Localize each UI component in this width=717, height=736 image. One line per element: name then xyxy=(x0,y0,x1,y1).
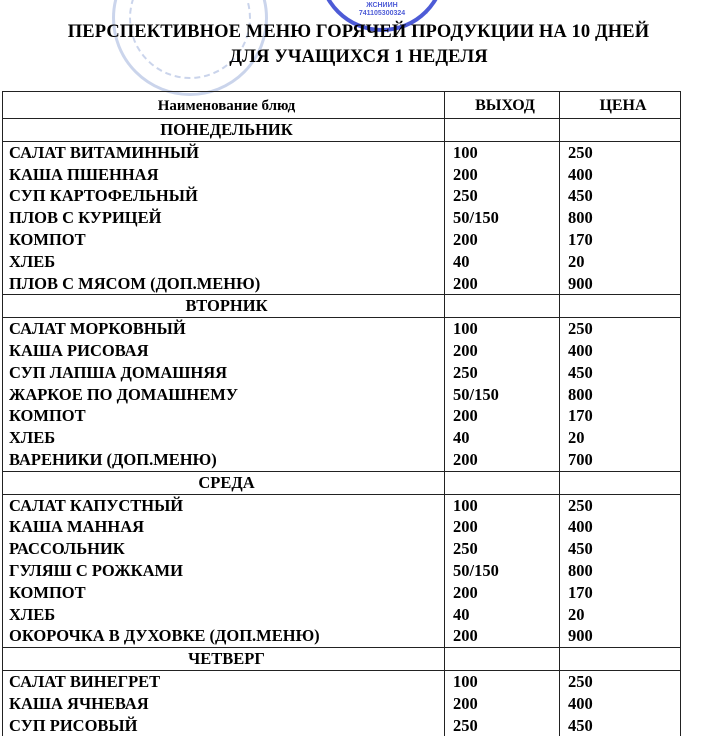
output-cell: 40 xyxy=(445,427,560,449)
header-price: ЦЕНА xyxy=(560,92,681,119)
table-row xyxy=(3,670,681,692)
day-name: ЧЕТВЕРГ xyxy=(3,648,445,671)
day-empty-cell xyxy=(560,119,681,142)
table-row xyxy=(3,384,681,406)
dish-name-cell: СУП РИСОВЫЙ xyxy=(3,715,445,736)
dish-name-cell: КОМПОТ xyxy=(3,229,445,251)
table-row xyxy=(3,538,681,560)
output-cell: 200 xyxy=(445,449,560,471)
header-output: ВЫХОД xyxy=(445,92,560,119)
output-cell: 200 xyxy=(445,164,560,186)
dish-name-cell: РАССОЛЬНИК xyxy=(3,538,445,560)
dish-name-cell: САЛАТ ВИТАМИННЫЙ xyxy=(3,141,445,163)
document-title-line-2: ДЛЯ УЧАЩИХСЯ 1 НЕДЕЛЯ xyxy=(0,47,717,68)
price-cell: 400 xyxy=(560,693,681,715)
dish-name-cell: КОМПОТ xyxy=(3,405,445,427)
day-empty-cell xyxy=(560,471,681,494)
dish-name-cell: КАША ПШЕННАЯ xyxy=(3,164,445,186)
output-cell: 100 xyxy=(445,318,560,340)
table-row xyxy=(3,494,681,516)
dish-name-cell: ОКОРОЧКА В ДУХОВКЕ (ДОП.МЕНЮ) xyxy=(3,625,445,647)
price-cell: 170 xyxy=(560,582,681,604)
price-cell: 800 xyxy=(560,207,681,229)
output-cell: 100 xyxy=(445,494,560,516)
table-row xyxy=(3,405,681,427)
day-empty-cell xyxy=(445,648,560,671)
day-name: СРЕДА xyxy=(3,471,445,494)
table-row xyxy=(3,362,681,384)
table-row xyxy=(3,625,681,647)
day-empty-cell xyxy=(560,648,681,671)
price-cell: 450 xyxy=(560,185,681,207)
day-empty-cell xyxy=(445,471,560,494)
dish-name-cell: КАША МАННАЯ xyxy=(3,516,445,538)
dish-name-cell: ЖАРКОЕ ПО ДОМАШНЕМУ xyxy=(3,384,445,406)
price-cell: 700 xyxy=(560,449,681,471)
table-row xyxy=(3,229,681,251)
day-empty-cell xyxy=(560,295,681,318)
table-row xyxy=(3,693,681,715)
table-row xyxy=(3,427,681,449)
day-name: ВТОРНИК xyxy=(3,295,445,318)
table-row xyxy=(3,318,681,340)
day-empty-cell xyxy=(445,119,560,142)
output-cell: 250 xyxy=(445,362,560,384)
document-title-line-1: ПЕРСПЕКТИВНОЕ МЕНЮ ГОРЯЧЕЙ ПРОДУКЦИИ НА 10 ДНЕЙ xyxy=(0,22,717,43)
seal-text-1: ЖСНИИН xyxy=(322,2,442,10)
dish-name-cell: КАША ЯЧНЕВАЯ xyxy=(3,693,445,715)
price-cell: 900 xyxy=(560,625,681,647)
day-header-row xyxy=(3,648,681,671)
table-row xyxy=(3,164,681,186)
dish-name-cell: САЛАТ КАПУСТНЫЙ xyxy=(3,494,445,516)
output-cell: 250 xyxy=(445,538,560,560)
menu-table-body xyxy=(3,119,681,736)
dish-name-cell: ХЛЕБ xyxy=(3,251,445,273)
output-cell: 200 xyxy=(445,229,560,251)
output-cell: 250 xyxy=(445,715,560,736)
table-row xyxy=(3,715,681,736)
price-cell: 170 xyxy=(560,229,681,251)
table-row xyxy=(3,273,681,295)
output-cell: 50/150 xyxy=(445,384,560,406)
day-header-row xyxy=(3,119,681,142)
price-cell: 250 xyxy=(560,494,681,516)
output-cell: 40 xyxy=(445,604,560,626)
price-cell: 800 xyxy=(560,560,681,582)
output-cell: 200 xyxy=(445,516,560,538)
day-header-row xyxy=(3,471,681,494)
price-cell: 20 xyxy=(560,427,681,449)
dish-name-cell: САЛАТ МОРКОВНЫЙ xyxy=(3,318,445,340)
dish-name-cell: ВАРЕНИКИ (ДОП.МЕНЮ) xyxy=(3,449,445,471)
price-cell: 20 xyxy=(560,251,681,273)
price-cell: 400 xyxy=(560,516,681,538)
day-name: ПОНЕДЕЛЬНИК xyxy=(3,119,445,142)
output-cell: 200 xyxy=(445,582,560,604)
output-cell: 40 xyxy=(445,251,560,273)
table-row xyxy=(3,604,681,626)
table-row xyxy=(3,449,681,471)
table-header-row xyxy=(3,92,681,119)
price-cell: 400 xyxy=(560,340,681,362)
price-cell: 250 xyxy=(560,318,681,340)
output-cell: 50/150 xyxy=(445,560,560,582)
output-cell: 200 xyxy=(445,625,560,647)
table-row xyxy=(3,141,681,163)
output-cell: 50/150 xyxy=(445,207,560,229)
table-row xyxy=(3,185,681,207)
price-cell: 450 xyxy=(560,538,681,560)
dish-name-cell: ХЛЕБ xyxy=(3,427,445,449)
dish-name-cell: СУП КАРТОФЕЛЬНЫЙ xyxy=(3,185,445,207)
dish-name-cell: ХЛЕБ xyxy=(3,604,445,626)
dish-name-cell: ПЛОВ С КУРИЦЕЙ xyxy=(3,207,445,229)
price-cell: 170 xyxy=(560,405,681,427)
dish-name-cell: САЛАТ ВИНЕГРЕТ xyxy=(3,670,445,692)
price-cell: 250 xyxy=(560,670,681,692)
output-cell: 200 xyxy=(445,340,560,362)
output-cell: 250 xyxy=(445,185,560,207)
price-cell: 800 xyxy=(560,384,681,406)
price-cell: 250 xyxy=(560,141,681,163)
price-cell: 450 xyxy=(560,715,681,736)
dish-name-cell: СУП ЛАПША ДОМАШНЯЯ xyxy=(3,362,445,384)
table-row xyxy=(3,582,681,604)
table-row xyxy=(3,251,681,273)
output-cell: 100 xyxy=(445,141,560,163)
day-header-row xyxy=(3,295,681,318)
price-cell: 20 xyxy=(560,604,681,626)
price-cell: 900 xyxy=(560,273,681,295)
table-row xyxy=(3,560,681,582)
dish-name-cell: КАША РИСОВАЯ xyxy=(3,340,445,362)
day-empty-cell xyxy=(445,295,560,318)
dish-name-cell: ГУЛЯШ С РОЖКАМИ xyxy=(3,560,445,582)
dish-name-cell: ПЛОВ С МЯСОМ (ДОП.МЕНЮ) xyxy=(3,273,445,295)
header-dish-name: Наименование блюд xyxy=(3,92,445,119)
seal-text-2: 741105300324 xyxy=(322,10,442,18)
output-cell: 100 xyxy=(445,670,560,692)
output-cell: 200 xyxy=(445,405,560,427)
table-row xyxy=(3,516,681,538)
output-cell: 200 xyxy=(445,693,560,715)
dish-name-cell: КОМПОТ xyxy=(3,582,445,604)
menu-table xyxy=(2,91,681,736)
table-row xyxy=(3,207,681,229)
price-cell: 400 xyxy=(560,164,681,186)
table-row xyxy=(3,340,681,362)
price-cell: 450 xyxy=(560,362,681,384)
output-cell: 200 xyxy=(445,273,560,295)
